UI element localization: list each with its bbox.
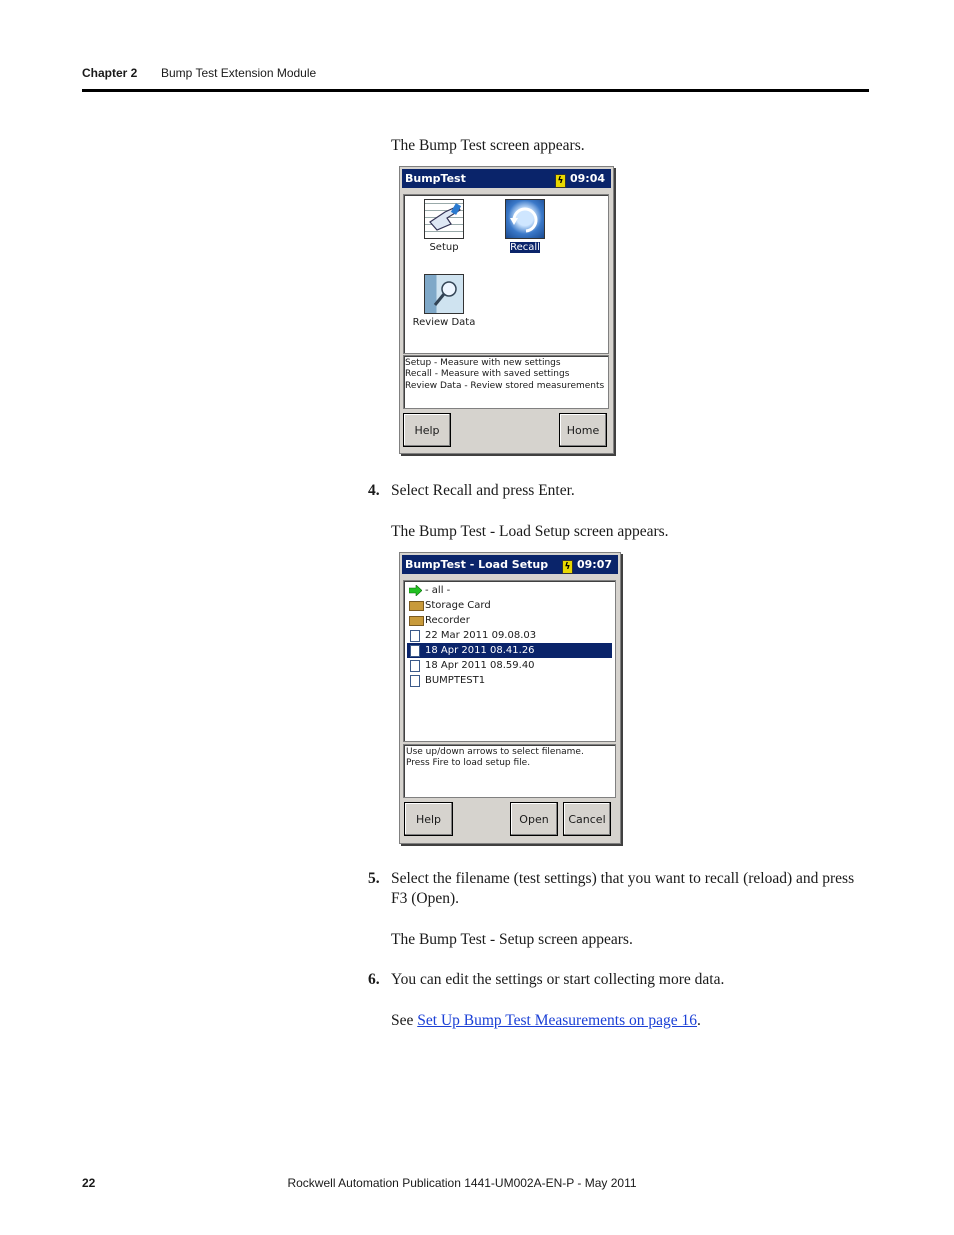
recall-label-text: Recall <box>510 242 540 253</box>
review-data-label[interactable]: Review Data <box>412 317 476 328</box>
recall-label[interactable] <box>508 242 542 253</box>
review-data-icon[interactable] <box>424 274 464 314</box>
step-4-number: 4. <box>368 482 380 499</box>
setup-label[interactable]: Setup <box>429 242 459 253</box>
list-item[interactable] <box>407 658 612 673</box>
description-panel <box>403 744 616 798</box>
file-icon <box>410 630 420 642</box>
cross-reference-link[interactable]: Set Up Bump Test Measurements on page 16 <box>417 1012 698 1029</box>
description-line: Use up/down arrows to select filename. <box>406 747 584 757</box>
paragraph-setup-appears: The Bump Test - Setup screen appears. <box>391 931 633 948</box>
description-line: Recall - Measure with saved settings <box>405 369 570 379</box>
file-icon <box>410 660 420 672</box>
description-line: Setup - Measure with new settings <box>405 358 561 368</box>
file-list[interactable] <box>403 580 616 742</box>
list-item[interactable] <box>407 583 612 598</box>
home-button[interactable]: Home <box>559 413 607 447</box>
recall-icon[interactable] <box>505 199 545 239</box>
setup-icon[interactable] <box>424 199 464 239</box>
publication-footer <box>0 1176 954 1190</box>
publication-text: Rockwell Automation Publication 1441-UM002A-EN-P - May 2011 <box>287 1176 637 1190</box>
step-6-number: 6. <box>368 971 380 988</box>
see-suffix: . <box>697 1012 701 1029</box>
open-button[interactable]: Open <box>510 802 558 836</box>
see-reference <box>391 1011 701 1031</box>
description-panel <box>403 355 609 409</box>
step-5-text: Select the filename (test settings) that you want to recall (reload) and press F3 (Open). <box>391 870 855 907</box>
page-number: 22 <box>82 1176 96 1190</box>
section-title: Bump Test Extension Module <box>161 66 317 80</box>
battery-bolt-icon: ϟ <box>555 174 566 188</box>
list-item-label: 18 Apr 2011 08.41.26 <box>425 645 535 656</box>
folder-icon <box>409 616 424 626</box>
list-item-label: 22 Mar 2011 09.08.03 <box>425 630 537 641</box>
list-item-label: Storage Card <box>425 600 491 611</box>
list-item[interactable] <box>407 628 612 643</box>
screen-title-bar <box>402 169 611 188</box>
list-item-label: - all - <box>425 585 451 596</box>
list-item-selected[interactable] <box>407 643 612 658</box>
help-button[interactable]: Help <box>403 413 451 447</box>
screen-title: BumpTest - Load Setup <box>405 558 549 571</box>
paragraph-bump-test-appears: The Bump Test screen appears. <box>391 137 585 154</box>
cancel-button[interactable]: Cancel <box>563 802 611 836</box>
description-line: Review Data - Review stored measurements <box>405 381 605 391</box>
file-icon <box>410 645 420 657</box>
list-item-label: Recorder <box>425 615 470 626</box>
battery-bolt-icon: ϟ <box>562 560 573 574</box>
clock <box>562 555 612 574</box>
help-button[interactable]: Help <box>404 802 453 836</box>
step-4-text: Select Recall and press Enter. <box>391 482 575 499</box>
list-item[interactable] <box>407 598 612 613</box>
screen-title: BumpTest <box>405 172 466 185</box>
step-5-number: 5. <box>368 870 380 887</box>
file-icon <box>410 675 420 687</box>
paragraph-load-setup-appears: The Bump Test - Load Setup screen appears. <box>391 523 669 540</box>
list-item-label: 18 Apr 2011 08.59.40 <box>425 660 535 671</box>
screen-title-bar <box>402 555 618 574</box>
bumptest-screen <box>399 166 614 454</box>
clock-time: 09:04 <box>569 172 605 185</box>
list-item-label: BUMPTEST1 <box>425 675 486 686</box>
green-arrow-icon <box>409 585 422 596</box>
icon-panel <box>403 194 609 354</box>
chapter-label: Chapter 2 <box>82 66 138 80</box>
folder-icon <box>409 601 424 611</box>
clock-time: 09:07 <box>576 558 612 571</box>
description-line: Press Fire to load setup file. <box>406 758 531 768</box>
step-6-text: You can edit the settings or start collecting more data. <box>391 971 725 988</box>
load-setup-screen <box>399 552 621 844</box>
list-item[interactable] <box>407 673 612 688</box>
header-rule <box>82 89 869 92</box>
clock <box>555 169 605 188</box>
running-header <box>82 66 317 80</box>
see-prefix: See <box>391 1012 418 1029</box>
list-item[interactable] <box>407 613 612 628</box>
